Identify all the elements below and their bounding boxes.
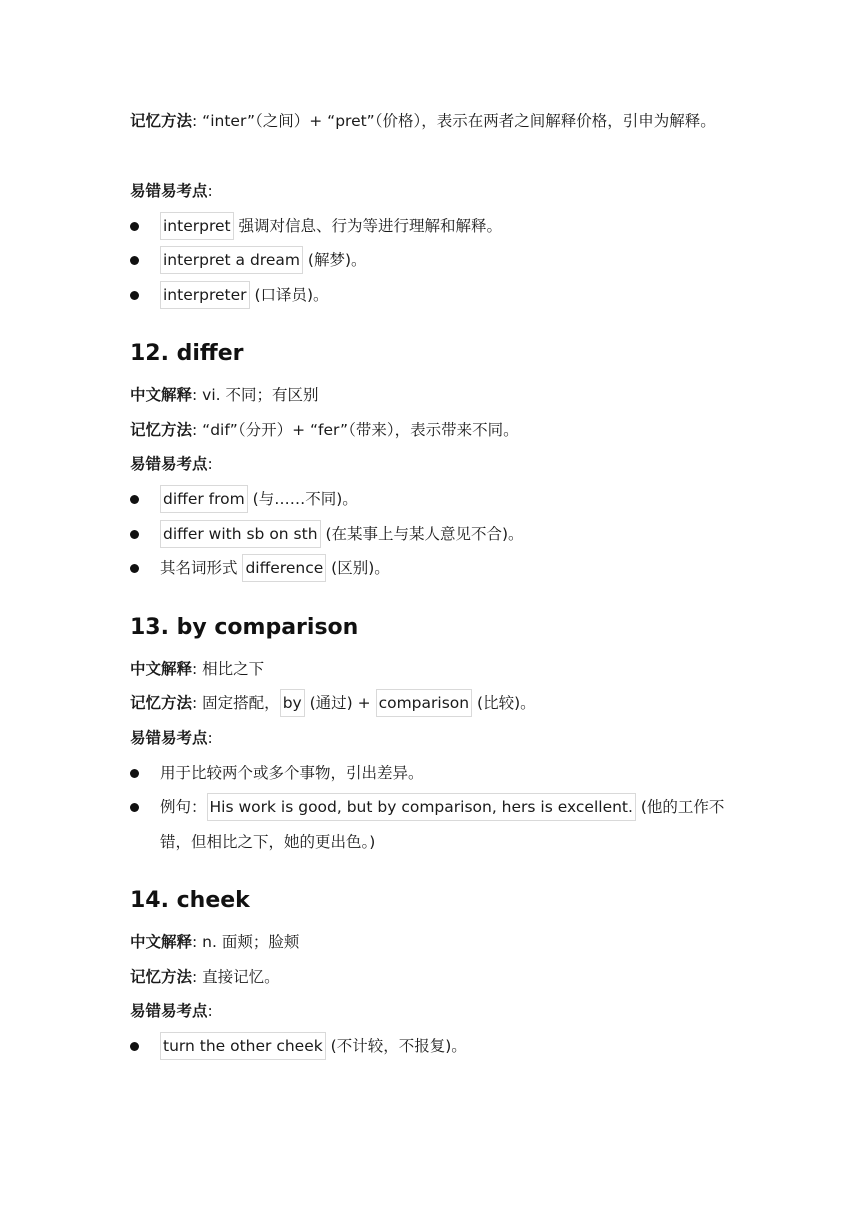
memory-method-line: 记忆方法: 直接记忆。 bbox=[130, 968, 280, 986]
memory-method-line: 记忆方法: “inter”（之间）+ “pret”（价格），表示在两者之间解释价格，引申为解释。 bbox=[130, 112, 716, 130]
pitfall-line: 易错易考点: bbox=[130, 1002, 213, 1020]
memory-method-label: 记忆方法 bbox=[130, 968, 193, 986]
meaning-label: 中文解释 bbox=[130, 933, 193, 951]
memory-method-line: 记忆方法: 固定搭配， by (通过) + comparison (比较)。 bbox=[130, 686, 740, 720]
list-item-text: (解梦)。 bbox=[302, 251, 367, 269]
bullet-icon bbox=[130, 769, 139, 778]
list-item-text: (他的工作不错，但相比之下，她的更出色。) bbox=[160, 798, 725, 851]
bullet-icon bbox=[130, 530, 139, 539]
meaning-text: 相比之下 bbox=[202, 660, 265, 678]
memory-method-label: 记忆方法 bbox=[130, 112, 193, 130]
bullet-icon bbox=[130, 291, 139, 300]
term-box: differ with sb on sth bbox=[160, 520, 321, 548]
section-heading: 14. cheek bbox=[130, 888, 250, 913]
pitfall-line: 易错易考点: bbox=[130, 455, 213, 473]
section-heading: 13. by comparison bbox=[130, 615, 359, 640]
term-box: by bbox=[280, 689, 305, 717]
list-item-text: (与……不同)。 bbox=[247, 490, 358, 508]
pitfall-label: 易错易考点 bbox=[130, 1002, 208, 1020]
term-box: His work is good, but by comparison, hers is excellent. bbox=[207, 793, 636, 821]
term-box: difference bbox=[242, 554, 326, 582]
meaning-line: 中文解释: 相比之下 bbox=[130, 660, 265, 678]
bullet-icon bbox=[130, 564, 139, 573]
memory-method-text: 直接记忆。 bbox=[202, 968, 280, 986]
list-item-text: 强调对信息、行为等进行理解和解释。 bbox=[233, 217, 503, 235]
list-item-text: 用于比较两个或多个事物，引出差异。 bbox=[160, 764, 424, 782]
term-box: interpreter bbox=[160, 281, 250, 309]
bullet-icon bbox=[130, 1042, 139, 1051]
bullet-icon bbox=[130, 803, 139, 812]
term-box: interpret bbox=[160, 212, 234, 240]
meaning-line: 中文解释: vi. 不同；有区别 bbox=[130, 386, 319, 404]
list-item-text: (区别)。 bbox=[326, 559, 390, 577]
memory-method-suffix: (比较)。 bbox=[472, 694, 536, 712]
list-item-text: (口译员)。 bbox=[249, 286, 329, 304]
list-item-prefix: 其名词形式 bbox=[160, 559, 243, 577]
term-box: comparison bbox=[376, 689, 473, 717]
memory-method-label: 记忆方法 bbox=[130, 421, 193, 439]
memory-method-prefix: 固定搭配， bbox=[202, 694, 280, 712]
bullet-icon bbox=[130, 256, 139, 265]
memory-method-mid: (通过) + bbox=[304, 694, 376, 712]
pitfall-label: 易错易考点 bbox=[130, 729, 208, 747]
list-item-text: (在某事上与某人意见不合)。 bbox=[320, 525, 524, 543]
term-box: interpret a dream bbox=[160, 246, 303, 274]
section-heading: 12. differ bbox=[130, 341, 244, 366]
memory-method-line: 记忆方法: “dif”（分开）+ “fer”（带来），表示带来不同。 bbox=[130, 421, 519, 439]
pitfall-line: 易错易考点: bbox=[130, 182, 213, 200]
term-box: differ from bbox=[160, 485, 248, 513]
meaning-text: vi. 不同；有区别 bbox=[202, 386, 319, 404]
meaning-label: 中文解释 bbox=[130, 386, 193, 404]
term-box: turn the other cheek bbox=[160, 1032, 326, 1060]
pitfall-label: 易错易考点 bbox=[130, 455, 208, 473]
bullet-icon bbox=[130, 495, 139, 504]
memory-method-text: “dif”（分开）+ “fer”（带来），表示带来不同。 bbox=[202, 421, 519, 439]
list-item-text: (不计较，不报复)。 bbox=[325, 1037, 467, 1055]
memory-method-text: “inter”（之间）+ “pret”（价格），表示在两者之间解释价格，引申为解释。 bbox=[202, 112, 716, 130]
meaning-text: n. 面颊；脸颊 bbox=[202, 933, 300, 951]
pitfall-line: 易错易考点: bbox=[130, 729, 213, 747]
memory-method-label: 记忆方法 bbox=[130, 694, 193, 712]
pitfall-label: 易错易考点 bbox=[130, 182, 208, 200]
bullet-icon bbox=[130, 222, 139, 231]
meaning-label: 中文解释 bbox=[130, 660, 193, 678]
list-item-prefix: 例句： bbox=[160, 798, 207, 816]
meaning-line: 中文解释: n. 面颊；脸颊 bbox=[130, 933, 300, 951]
